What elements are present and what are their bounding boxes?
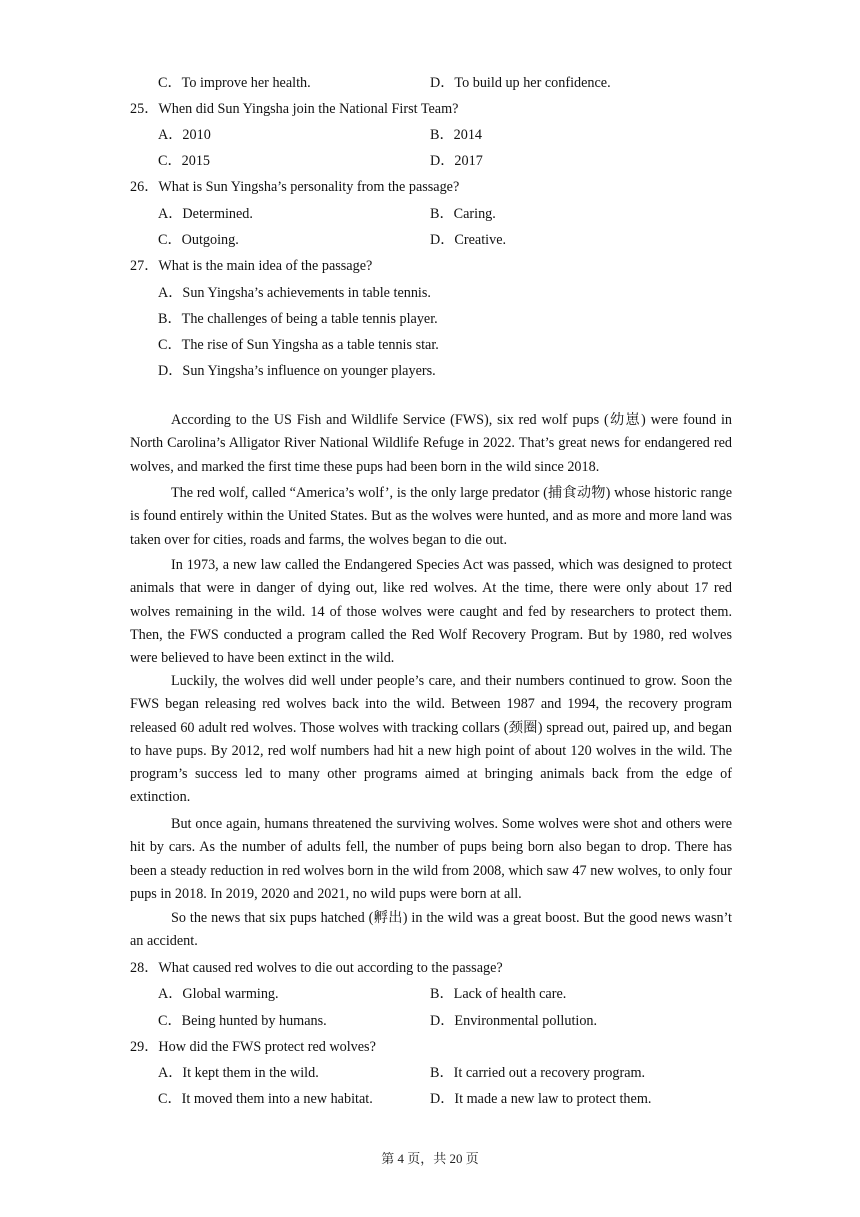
q28-option-c: C．Being hunted by humans. xyxy=(158,1013,327,1029)
q29-option-d: D．It made a new law to protect them. xyxy=(430,1091,652,1107)
q29-stem: 29．How did the FWS protect red wolves? xyxy=(130,1039,376,1055)
passage-paragraph-2: The red wolf, called “America’s wolf’, is the only large predator (捕食动物) whose historic range is found entirely within the United States. But as the wolves were hunted, and as more and more land was taken over for cities, roads and farms, the wolves began to die out. xyxy=(130,485,732,548)
q28-option-a: A．Global warming. xyxy=(158,986,279,1002)
q27-option-c: C．The rise of Sun Yingsha as a table tennis star. xyxy=(158,337,439,353)
q26-option-c: C．Outgoing. xyxy=(158,232,239,248)
q27-stem: 27．What is the main idea of the passage? xyxy=(130,258,373,274)
q24-option-d: D．To build up her confidence. xyxy=(430,75,611,91)
passage-paragraph-3: In 1973, a new law called the Endangered Species Act was passed, which was designed to protect animals that were in danger of dying out, like red wolves. At the time, there were only about 17 red wolves remaining in the wild. 14 of those wolves were caught and fed by researchers to protect them. Then, the FWS conducted a program called the Red Wolf Recovery Program. But by 1980, red wolves were believed to have been extinct in the wild. xyxy=(130,557,732,667)
q29-option-a: A．It kept them in the wild. xyxy=(158,1065,319,1081)
q27-option-b: B．The challenges of being a table tennis player. xyxy=(158,311,438,327)
q26-stem: 26．What is Sun Yingsha’s personality from the passage? xyxy=(130,179,460,195)
q27-option-d: D．Sun Yingsha’s influence on younger players. xyxy=(158,363,436,379)
q29-option-b: B．It carried out a recovery program. xyxy=(430,1065,646,1081)
q24-option-c: C．To improve her health. xyxy=(158,75,311,91)
passage-paragraph-4: Luckily, the wolves did well under people’s care, and their numbers continued to grow. Soon the FWS began releasing red wolves back into the wild. Between 1987 and 1994, the recovery program released 60 adult red wolves. Those wolves with tracking collars (颈圈) spread out, paired up, and began to have pups. By 2012, red wolf numbers had hit a new high point of about 120 wolves in the wild. The program’s success led to many other programs aimed at bringing animals back from the edge of extinction. xyxy=(130,673,732,806)
q28-option-d: D．Environmental pollution. xyxy=(430,1013,598,1029)
q26-option-a: A．Determined. xyxy=(158,206,253,222)
q25-stem: 25．When did Sun Yingsha join the National First Team? xyxy=(130,101,459,117)
passage-paragraph-6: So the news that six pups hatched (孵出) in the wild was a great boost. But the good news wasn’t an accident. xyxy=(130,910,732,950)
q25-option-a: A．2010 xyxy=(158,127,211,143)
q28-option-b: B．Lack of health care. xyxy=(430,986,567,1002)
passage-paragraph-5: But once again, humans threatened the surviving wolves. Some wolves were shot and others were hit by cars. As the number of adults fell, the number of pups being born also began to drop. There has been a steady reduction in red wolves born in the wild from 2008, which saw 47 new wolves, to only four pups in 2018. In 2019, 2020 and 2021, no wild pups were born at all. xyxy=(130,816,732,902)
q28-stem: 28．What caused red wolves to die out according to the passage? xyxy=(130,960,503,976)
page-number-footer: 第 4 页，共 20 页 xyxy=(381,1151,479,1166)
q27-option-a: A．Sun Yingsha’s achievements in table tennis. xyxy=(158,285,431,301)
q29-option-c: C．It moved them into a new habitat. xyxy=(158,1091,373,1107)
q26-option-b: B．Caring. xyxy=(430,206,496,222)
q25-option-c: C．2015 xyxy=(158,153,211,169)
passage-paragraph-1: According to the US Fish and Wildlife Service (FWS), six red wolf pups (幼崽) were found in North Carolina’s Alligator River National Wildlife Refuge in 2022. That’s great news for endangered red wolves, and marked the first time these pups had been born in the wild since 2018. xyxy=(130,412,732,475)
q26-option-d: D．Creative. xyxy=(430,232,507,248)
q25-option-b: B．2014 xyxy=(430,127,483,143)
q25-option-d: D．2017 xyxy=(430,153,483,169)
